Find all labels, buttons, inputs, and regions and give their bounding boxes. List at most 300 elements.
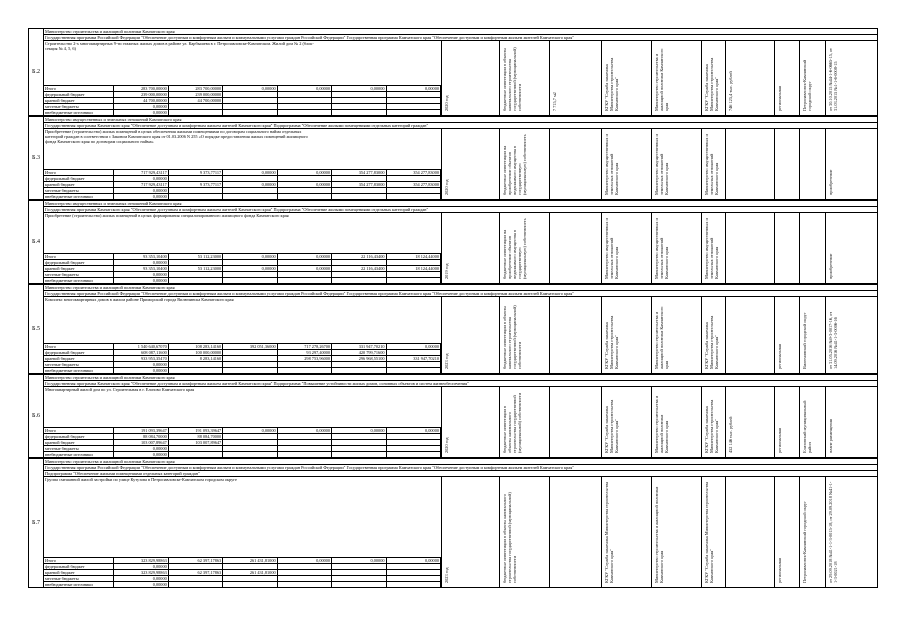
attribute-text: Министерство имущественных и земельных отношений Камчатского края <box>654 134 669 195</box>
financing-value-cell: 103 007,89647 <box>114 440 168 446</box>
financing-value-cell: 0,00000 <box>223 428 277 434</box>
financing-source-label: внебюджетные источники <box>44 582 114 588</box>
financing-value-cell <box>386 110 441 116</box>
attribute-column <box>701 129 725 199</box>
attribute-text: Елизовский муниципальный район <box>802 400 812 453</box>
financing-value-cell: 53 112,23000 <box>168 266 222 272</box>
attribute-column <box>601 387 625 457</box>
attribute-text: от 29.09.2018 №41-1-1-3-0015-18, от 29.09.2018 №41-1-1-3-0021-18 <box>828 481 838 583</box>
block-header-line: Государственная программа Российской Федерации "Обеспечение доступным и комфортным жильем и коммунальными услугами граждан Российской Федерации" Государственная программа Камчатского края "Обеспечение доступным и комфортным жильем жителей Камчатского края" <box>43 291 877 297</box>
financing-value-cell: 100 000,00000 <box>168 350 222 356</box>
attribute-text: 452 146 тыс. рублей <box>728 416 733 453</box>
attribute-text: КГКУ "Служба заказчика Министерства строительства Камчатского края" <box>604 315 619 369</box>
financing-value-cell: 0,00000 <box>114 446 168 452</box>
attribute-text: региональная <box>777 86 782 111</box>
attribute-text: КГКУ "Служба заказчика Министерства строительства Камчатского края" <box>604 57 619 111</box>
block-id: Б.3 <box>29 117 44 199</box>
financing-value-cell <box>332 278 386 284</box>
attribute-column <box>799 41 825 115</box>
financing-value-cell: 93 353,10400 <box>114 266 168 272</box>
block-header-line: Государственная программа Камчатского края "Обеспечение доступным и комфортным жильем жителей Камчатского края" Подпрограмма "Обеспечение жилыми помещениями отдельных категорий граждан" <box>43 207 877 213</box>
attribute-column <box>549 41 575 115</box>
financing-value-cell <box>223 368 277 374</box>
attribute-text: региональная <box>777 344 782 369</box>
financing-value-cell <box>277 194 331 200</box>
attribute-text: Министерство имущественных и земельных отношений Камчатского края <box>704 218 719 279</box>
attribute-column <box>799 297 825 373</box>
financing-value-cell <box>386 582 441 588</box>
financing-source-label: местные бюджеты <box>44 446 114 452</box>
object-description-line: Комплекс многоквартирных домов в жилом районе Приморский города Вилючинска Камчатского края <box>45 297 234 302</box>
attribute-text: Министерство строительства и жилищной политики Камчатского края <box>654 306 669 369</box>
financing-row <box>44 582 441 588</box>
financing-source-label: внебюджетные источники <box>44 110 114 116</box>
financing-value-cell <box>168 452 222 458</box>
financing-value-cell: 18 124,44000 <box>386 266 441 272</box>
financing-table <box>43 85 441 116</box>
attribute-column <box>825 41 851 115</box>
attribute-text: КГКУ "Служба заказчика Министерства строительства Камчатского края" <box>704 399 719 453</box>
attribute-text: Министерство имущественных и земельных отношений Камчатского края <box>604 218 619 279</box>
financing-source-label: федеральный бюджет <box>44 260 114 266</box>
financing-value-cell: 354 277,83000 <box>332 182 386 188</box>
financing-source-label: краевой бюджет <box>44 266 114 272</box>
financing-source-label: местные бюджеты <box>44 576 114 582</box>
attribute-column <box>441 297 459 373</box>
financing-value-cell: 62 397,17863 <box>168 558 222 564</box>
financing-source-label: внебюджетные источники <box>44 452 114 458</box>
financing-value-cell: 0,00000 <box>277 182 331 188</box>
financing-source-label: федеральный бюджет <box>44 176 114 182</box>
financing-value-cell: 44 700,00000 <box>114 98 168 104</box>
object-description-line: Приобретение (строительство) жилых помещений в целях формирования специализированного жилищного фонда Камчатского края <box>45 213 289 218</box>
financing-value-cell: 0,00000 <box>114 452 168 458</box>
attribute-text: от 30.10.2015 №44-1-6-0665-15, от 31.03.2015 №1-1-6-0008-15 <box>828 48 838 111</box>
attribute-text: КГКУ "Служба заказчика Министерства строительства Камчатского края" <box>704 481 714 583</box>
financing-value-cell: 0,00000 <box>114 272 168 278</box>
financing-value-cell <box>277 368 331 374</box>
block-header-line: Государственная программа Российской Федерации "Обеспечение доступным и комфортным жильем и коммунальными услугами граждан Российской Федерации" Государственная программа Камчатского края "Обеспечение доступным и комфортным жильем жителей Камчатского края" <box>43 465 877 471</box>
financing-value-cell: 9 373,77117 <box>168 170 222 176</box>
financing-source-label: федеральный бюджет <box>44 92 114 98</box>
financing-row <box>44 452 441 458</box>
financing-row <box>44 194 441 200</box>
block-id: Б.6 <box>29 375 44 457</box>
attribute-column <box>651 387 677 457</box>
financing-value-cell: 0,00000 <box>223 182 277 188</box>
financing-value-cell <box>277 278 331 284</box>
attribute-text: бюджетные инвестиции в объекты капитального строительства государственной (муниципальной) собственности <box>502 393 522 453</box>
attribute-column <box>825 297 851 373</box>
financing-source-label: внебюджетные источники <box>44 194 114 200</box>
attribute-column <box>601 129 625 199</box>
attribute-column <box>499 477 523 587</box>
financing-source-label: местные бюджеты <box>44 362 114 368</box>
financing-value-cell <box>223 582 277 588</box>
attribute-column <box>825 477 851 587</box>
block-id: Б.2 <box>29 29 44 115</box>
financing-value-cell: 0,00000 <box>114 564 168 570</box>
attribute-column <box>601 41 625 115</box>
financing-value-cell: 0,00000 <box>114 368 168 374</box>
financing-value-cell: 0,00000 <box>114 576 168 582</box>
financing-value-cell: 0,00000 <box>114 362 168 368</box>
attribute-column <box>774 297 799 373</box>
block-header-line: Государственная программа Камчатского края "Обеспечение доступным и комфортным жильем жителей Камчатского края" Подпрограмма "Обеспечение жилыми помещениями отдельных категорий граждан" <box>43 123 877 129</box>
financing-value-cell: 0,00000 <box>277 170 331 176</box>
financing-value-cell: 191 093,39647 <box>168 428 222 434</box>
financing-value-cell <box>168 278 222 284</box>
object-description-line <box>43 145 441 150</box>
attribute-text: Вилючинский городской округ <box>802 312 807 369</box>
financing-value-cell <box>223 452 277 458</box>
financing-source-label: местные бюджеты <box>44 188 114 194</box>
financing-table <box>43 343 441 374</box>
financing-value-cell: 0,00000 <box>223 170 277 176</box>
financing-value-cell: 53 112,23000 <box>168 254 222 260</box>
financing-source-label: местные бюджеты <box>44 272 114 278</box>
financing-source-label: Итого <box>44 428 114 434</box>
block-header-line: Министерство строительства и жилищной политики Камчатского края <box>43 285 877 291</box>
financing-value-cell: 93 297,40000 <box>277 350 331 356</box>
attribute-text: Министерство имущественных и земельных отношений Камчатского края <box>604 134 619 195</box>
block-id: Б.7 <box>29 459 44 587</box>
attribute-column <box>725 387 749 457</box>
financing-value-cell: 323 829,98863 <box>114 570 168 576</box>
financing-value-cell <box>168 582 222 588</box>
attribute-text: Петропавловск-Камчатский городской округ <box>802 501 807 583</box>
object-description-line: Приобретение (строительство) жилых помещений в целях обеспечения жилыми помещениями по договорам социального найма отдельных <box>45 129 302 134</box>
financing-value-cell <box>332 452 386 458</box>
object-description-line <box>43 51 441 56</box>
block-header-line: Государственная программа Российской Федерации "Обеспечение доступным и комфортным жильем и коммунальными услугами граждан Российской Федерации" Государственная программа Камчатского края "Обеспечение доступным и комфортным жильем жителей Камчатского края" <box>43 35 877 41</box>
object-description-line: фонда Камчатского края по договорам социального найма» <box>45 139 154 145</box>
financing-value-cell: 392 051,36000 <box>223 344 277 350</box>
project-block <box>28 28 878 116</box>
financing-value-cell: 283 700,00000 <box>114 86 168 92</box>
financing-table <box>43 169 441 200</box>
financing-value-cell <box>223 278 277 284</box>
attribute-column <box>651 213 677 283</box>
financing-value-cell: 296 968,55100 <box>332 356 386 362</box>
financing-value-cell <box>168 194 222 200</box>
attribute-column <box>499 213 527 283</box>
attribute-text: от 31.05.2016 №9-3-0017-16, от 14.09.2016 №41-1-3-0006-16 <box>828 311 838 369</box>
attribute-column <box>441 477 459 587</box>
financing-value-cell <box>277 582 331 588</box>
attribute-text: региональная <box>777 558 782 583</box>
attribute-text: 746 125,4 тыс. рублей <box>728 71 733 111</box>
attribute-column <box>701 477 725 587</box>
document-page <box>28 28 878 610</box>
attribute-text: КГКУ "Служба заказчика Министерства строительства Камчатского края" <box>704 57 719 111</box>
attribute-text: 2023 год <box>444 567 449 583</box>
financing-source-label: внебюджетные источники <box>44 368 114 374</box>
financing-value-cell <box>332 194 386 200</box>
financing-value-cell <box>168 368 222 374</box>
attribute-column <box>799 477 825 587</box>
financing-value-cell <box>386 278 441 284</box>
financing-source-label: краевой бюджет <box>44 570 114 576</box>
attribute-column <box>441 129 459 199</box>
financing-source-label: федеральный бюджет <box>44 434 114 440</box>
financing-value-cell: 0,00000 <box>223 86 277 92</box>
financing-value-cell: 0,00000 <box>114 110 168 116</box>
financing-value-cell: 22 116,43400 <box>332 266 386 272</box>
block-header-line: Министерство строительства и жилищной политики Камчатского края <box>43 375 877 381</box>
block-header-line: Государственная программа Камчатского края "Обеспечение доступным и комфортным жильем жителей Камчатского края" Подпрограмма "Повышение устойчивости жилых домов, основных объектов и систем жизнеобеспечения" <box>43 381 877 387</box>
attribute-column <box>701 41 725 115</box>
attribute-column <box>499 129 527 199</box>
financing-value-cell: 717 278,26700 <box>277 344 331 350</box>
attribute-column <box>549 477 575 587</box>
attribute-column <box>799 213 825 283</box>
attribute-column <box>499 41 523 115</box>
attribute-column <box>549 129 575 199</box>
attribute-text: Петропавловск-Камчатский городской округ <box>802 59 812 111</box>
block-id: Б.4 <box>29 201 44 283</box>
financing-value-cell: 0,00000 <box>114 582 168 588</box>
attribute-text: региональная <box>777 428 782 453</box>
attribute-column <box>799 387 825 457</box>
financing-value-cell: 717 929,43117 <box>114 182 168 188</box>
attribute-column <box>651 129 677 199</box>
attribute-column <box>774 477 799 587</box>
project-block <box>28 284 878 374</box>
attribute-text: бюджетные инвестиции в объекты капитального строительства государственной (муниципальной) собственности <box>502 492 517 583</box>
attribute-text: 7 715,7 м2 <box>552 92 557 111</box>
attribute-column <box>725 213 749 283</box>
attribute-column <box>499 387 523 457</box>
attribute-text: 2020 год <box>444 179 449 195</box>
financing-value-cell: 608 087,11600 <box>114 350 168 356</box>
financing-value-cell: 354 277,83000 <box>386 182 441 188</box>
attribute-column <box>549 297 575 373</box>
attribute-column <box>651 41 677 115</box>
attribute-text: Министерство имущественных и земельных отношений Камчатского края <box>654 218 669 279</box>
attribute-column <box>725 129 749 199</box>
financing-source-label: внебюджетные источники <box>44 278 114 284</box>
financing-value-cell: 717 929,43117 <box>114 170 168 176</box>
financing-value-cell: 420 799,71600 <box>332 350 386 356</box>
attribute-text: бюджетные инвестиции на приобретение объектов недвижимого имущества в государственную (муниципальную) собственность <box>502 218 527 279</box>
financing-table <box>43 253 441 284</box>
object-description-line <box>43 223 441 228</box>
financing-value-cell <box>386 452 441 458</box>
financing-value-cell: 0,00000 <box>332 86 386 92</box>
project-block <box>28 116 878 200</box>
attribute-column <box>441 213 459 283</box>
financing-value-cell <box>277 110 331 116</box>
financing-value-cell: 44 700,00000 <box>168 98 222 104</box>
attribute-text: КГКУ "Служба заказчика Министерства строительства Камчатского края" <box>704 315 719 369</box>
attribute-text: Министерство строительства и жилищной политики Камчатского края <box>654 396 669 453</box>
attribute-column <box>549 387 575 457</box>
financing-value-cell: 0,00000 <box>114 278 168 284</box>
block-id: Б.5 <box>29 285 44 373</box>
project-block <box>28 200 878 284</box>
financing-value-cell <box>332 368 386 374</box>
financing-value-cell: 0,00000 <box>114 176 168 182</box>
financing-value-cell: 0,00000 <box>277 86 331 92</box>
financing-value-cell: 108 283,14160 <box>168 344 222 350</box>
financing-value-cell <box>386 194 441 200</box>
financing-value-cell: 0,00000 <box>386 344 441 350</box>
attribute-column <box>601 297 625 373</box>
financing-value-cell <box>223 110 277 116</box>
financing-source-label: краевой бюджет <box>44 98 114 104</box>
financing-value-cell: 88 084,70000 <box>114 434 168 440</box>
financing-value-cell: 323 829,98863 <box>114 558 168 564</box>
financing-value-cell: 354 277,83000 <box>332 170 386 176</box>
financing-source-label: Итого <box>44 170 114 176</box>
object-description-line <box>43 307 441 312</box>
financing-value-cell: 88 084,70000 <box>168 434 222 440</box>
financing-value-cell: 0,00000 <box>277 266 331 272</box>
attribute-column <box>725 477 749 587</box>
financing-row <box>44 278 441 284</box>
financing-value-cell: 0,00000 <box>114 188 168 194</box>
object-description-line: Многоквартирный жилой дом по ул. Строительная в г. Елизово Камчатского края <box>45 387 195 392</box>
project-block <box>28 374 878 458</box>
financing-value-cell <box>332 582 386 588</box>
attribute-column <box>701 297 725 373</box>
financing-value-cell: 0,00000 <box>386 86 441 92</box>
attribute-text: Министерство строительства и жилищной политики Камчатского края <box>654 486 664 583</box>
attribute-text: 2020 год <box>444 95 449 111</box>
financing-table <box>43 557 441 588</box>
financing-value-cell <box>168 110 222 116</box>
attribute-column <box>549 213 575 283</box>
attribute-column <box>774 213 799 283</box>
attribute-column <box>651 297 677 373</box>
object-description-line <box>43 493 441 498</box>
financing-value-cell: 0,00000 <box>332 558 386 564</box>
object-description-line: Группа смешанной жилой застройки по улице Кутузова в Петропавловске-Камчатском городском округе <box>45 477 237 482</box>
financing-value-cell: 103 007,89647 <box>168 440 222 446</box>
attribute-text: плане размещения <box>828 419 833 453</box>
block-header-line: Министерство имущественных и земельных отношений Камчатского края <box>43 201 877 207</box>
financing-value-cell: 93 353,10400 <box>114 254 168 260</box>
financing-source-label: Итого <box>44 344 114 350</box>
attribute-text: бюджетные инвестиции в объекты капитального строительства государственной (муниципальной) собственности <box>502 47 522 111</box>
financing-value-cell <box>223 194 277 200</box>
financing-value-cell: 933 953,35470 <box>114 356 168 362</box>
attribute-text: 2020 год <box>444 437 449 453</box>
attribute-text: приобретение <box>828 253 833 279</box>
financing-value-cell: 283 700,00000 <box>168 86 222 92</box>
attribute-column <box>825 129 851 199</box>
attribute-column <box>774 129 799 199</box>
financing-value-cell: 261 431,81000 <box>223 570 277 576</box>
financing-value-cell: 331 947,70210 <box>332 344 386 350</box>
object-description-line <box>43 397 441 402</box>
block-header-line: Министерство строительства и жилищной политики Камчатского края <box>43 459 877 465</box>
attribute-column <box>799 129 825 199</box>
attribute-column <box>601 477 625 587</box>
financing-value-cell: 0,00000 <box>114 194 168 200</box>
financing-source-label: федеральный бюджет <box>44 350 114 356</box>
financing-value-cell <box>277 452 331 458</box>
financing-value-cell: 0,00000 <box>386 558 441 564</box>
financing-value-cell: 261 431,81000 <box>223 558 277 564</box>
financing-source-label: Итого <box>44 558 114 564</box>
financing-row <box>44 110 441 116</box>
financing-value-cell: 331 947,70210 <box>386 356 441 362</box>
financing-value-cell: 0,00000 <box>223 266 277 272</box>
attribute-column <box>651 477 677 587</box>
financing-source-label: Итого <box>44 86 114 92</box>
financing-value-cell: 0,00000 <box>386 428 441 434</box>
financing-source-label: Итого <box>44 254 114 260</box>
attribute-column <box>441 387 459 457</box>
financing-value-cell: 191 093,39647 <box>114 428 168 434</box>
object-description-line: категорий граждан в соответствии с Законом Камчатского края от 01.03.2006 N 255 «О порядке предоставления жилых помещений жилищного <box>45 134 308 140</box>
attribute-text: 2019 год <box>444 263 449 279</box>
attribute-column <box>774 387 799 457</box>
financing-source-label: краевой бюджет <box>44 356 114 362</box>
financing-value-cell: 0,00000 <box>114 104 168 110</box>
financing-source-label: местные бюджеты <box>44 104 114 110</box>
financing-value-cell <box>332 110 386 116</box>
attribute-column <box>725 297 749 373</box>
financing-value-cell: 22 116,43400 <box>332 254 386 260</box>
project-block <box>28 458 878 588</box>
financing-value-cell <box>386 368 441 374</box>
financing-value-cell: 0,00000 <box>114 260 168 266</box>
financing-source-label: краевой бюджет <box>44 440 114 446</box>
financing-source-label: федеральный бюджет <box>44 564 114 570</box>
financing-value-cell: 239 000,00000 <box>168 92 222 98</box>
attribute-text: приобретение <box>828 169 833 195</box>
financing-value-cell: 0,00000 <box>277 254 331 260</box>
attribute-text: 2023 год <box>444 353 449 369</box>
attribute-column <box>701 213 725 283</box>
financing-value-cell: 239 000,00000 <box>114 92 168 98</box>
attribute-text: КГКУ "Служба заказчика Министерства строительства Камчатского края" <box>604 399 619 453</box>
financing-value-cell: 354 277,83000 <box>386 170 441 176</box>
attribute-column <box>725 41 749 115</box>
attribute-column <box>441 41 459 115</box>
attribute-text: КГКУ "Служба заказчика Министерства строительства Камчатского края" <box>604 481 614 583</box>
attribute-text: Министерство строительства и жилищной политики Камчатского края <box>654 48 669 111</box>
attribute-column <box>601 213 625 283</box>
attribute-text: бюджетные инвестиции в объекты капитального строительства государственной (муниципальной) собственности <box>502 305 522 369</box>
financing-value-cell: 62 397,17863 <box>168 570 222 576</box>
attribute-text: Министерство имущественных и земельных отношений Камчатского края <box>704 134 719 195</box>
attribute-text: бюджетные инвестиции на приобретение объектов недвижимого имущества в государственную (муниципальную) собственность <box>502 134 527 195</box>
attribute-column <box>825 213 851 283</box>
financing-value-cell: 0,00000 <box>223 254 277 260</box>
block-header-line: Министерство строительства и жилищной политики Камчатского края <box>43 29 877 35</box>
financing-value-cell: 0,00000 <box>332 428 386 434</box>
financing-value-cell: 9 373,77117 <box>168 182 222 188</box>
financing-value-cell: 1 540 640,67070 <box>114 344 168 350</box>
block-header-line: Подпрограмма "Обеспечение жилыми помещениями отдельных категорий граждан" <box>43 471 877 477</box>
block-header-line: Министерство имущественных и земельных отношений Камчатского края <box>43 117 877 123</box>
attribute-column <box>774 41 799 115</box>
financing-value-cell: 0,00000 <box>277 558 331 564</box>
financing-value-cell: 0,00000 <box>277 428 331 434</box>
financing-value-cell: 8 283,14160 <box>168 356 222 362</box>
attribute-column <box>825 387 851 457</box>
financing-table <box>43 427 441 458</box>
financing-row <box>44 368 441 374</box>
object-description-line: секция № 4, 5, 6) <box>45 46 76 52</box>
financing-value-cell: 18 124,44000 <box>386 254 441 260</box>
attribute-column <box>499 297 523 373</box>
financing-source-label: краевой бюджет <box>44 182 114 188</box>
